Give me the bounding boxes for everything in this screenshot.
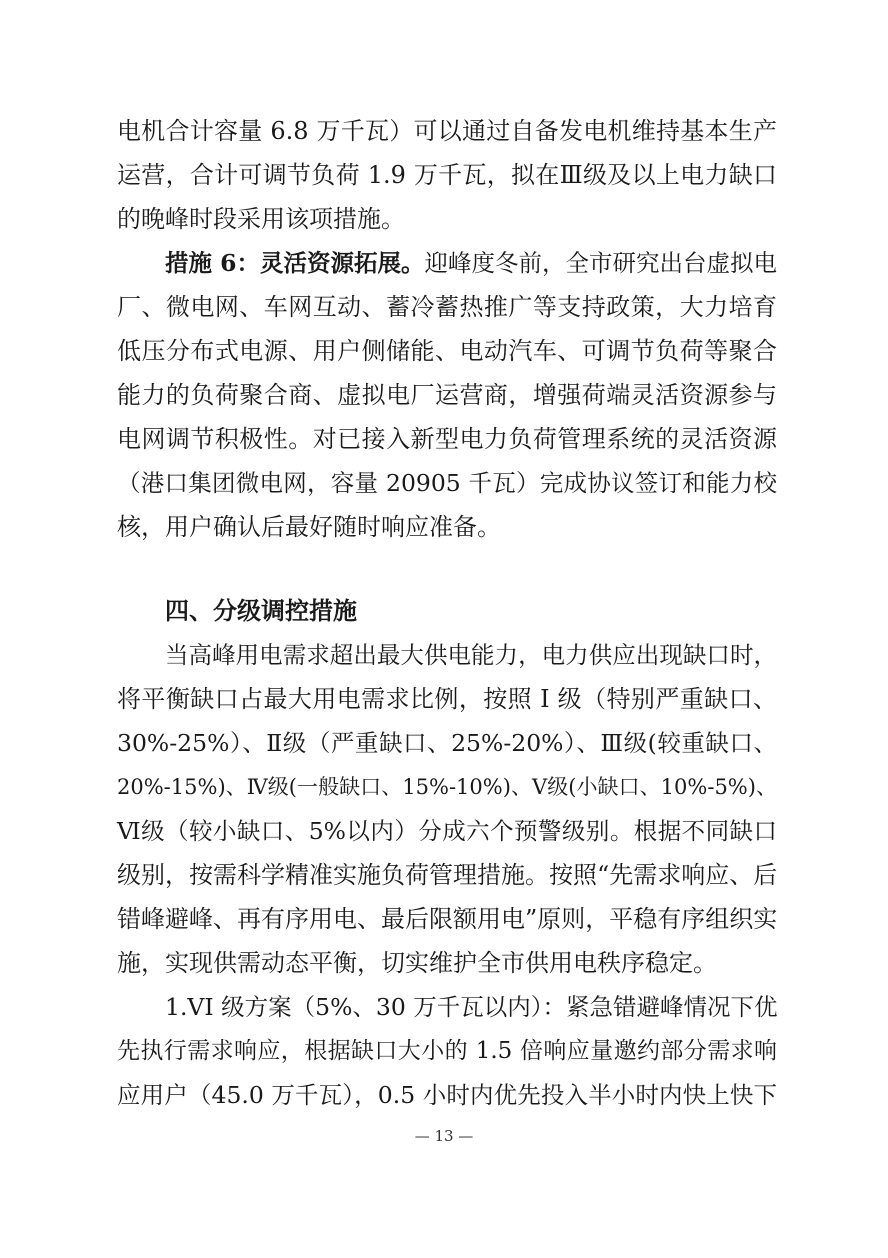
paragraph-line: 厂、微电网、车网互动、蓄冷蓄热推广等支持政策，大力培育 bbox=[117, 293, 777, 321]
paragraph-line: 1.VI 级方案（5%、30 万千瓦以内）：紧急错避峰情况下优 bbox=[165, 993, 778, 1021]
paragraph-line: 的晚峰时段采用该项措施。 bbox=[117, 205, 405, 233]
measure-6-title: 措施 6：灵活资源拓展。 bbox=[165, 249, 425, 277]
paragraph-line: 将平衡缺口占最大用电需求比例，按照 I 级（特别严重缺口、 bbox=[117, 685, 777, 713]
paragraph-line: 电机合计容量 6.8 万千瓦）可以通过自备发电机维持基本生产 bbox=[117, 117, 777, 145]
paragraph-line: 运营，合计可调节负荷 1.9 万千瓦，拟在Ⅲ级及以上电力缺口 bbox=[117, 161, 777, 189]
paragraph-line: 低压分布式电源、用户侧储能、电动汽车、可调节负荷等聚合 bbox=[117, 337, 777, 365]
paragraph-line: 先执行需求响应，根据缺口大小的 1.5 倍响应量邀约部分需求响 bbox=[117, 1038, 777, 1064]
page-number: — 13 — bbox=[414, 1127, 474, 1145]
paragraph-line: 30%-25%）、Ⅱ级（严重缺口、25%-20%）、Ⅲ级(较重缺口、 bbox=[117, 729, 777, 757]
paragraph-line: 20%-15%)、Ⅳ级(一般缺口、15%-10%)、Ⅴ级(小缺口、10%-5%)、 bbox=[117, 775, 777, 799]
paragraph-line: 施，实现供需动态平衡，切实维护全市供用电秩序稳定。 bbox=[117, 949, 717, 977]
paragraph-line: Ⅵ级（较小缺口、5%以内）分成六个预警级别。根据不同缺口 bbox=[117, 817, 777, 845]
paragraph-line: 能力的负荷聚合商、虚拟电厂运营商，增强荷端灵活资源参与 bbox=[117, 381, 777, 409]
paragraph-line: 电网调节积极性。对已接入新型电力负荷管理系统的灵活资源 bbox=[117, 425, 777, 453]
paragraph-line: 错峰避峰、再有序用电、最后限额用电”原则，平稳有序组织实 bbox=[117, 905, 778, 933]
paragraph-line: 当高峰用电需求超出最大供电能力，电力供应出现缺口时， bbox=[165, 641, 777, 669]
section-heading: 四、分级调控措施 bbox=[165, 597, 357, 625]
paragraph-line: 级别，按需科学精准实施负荷管理措施。按照“先需求响应、后 bbox=[117, 861, 778, 889]
measure-6-text: 迎峰度冬前，全市研究出台虚拟电 bbox=[424, 249, 778, 277]
measure-6-first-line bbox=[165, 248, 777, 278]
paragraph-line: 核，用户确认后最好随时响应准备。 bbox=[117, 513, 501, 541]
paragraph-line: 应用户（45.0 万千瓦），0.5 小时内优先投入半小时内快上快下 bbox=[117, 1081, 777, 1109]
paragraph-line: （港口集团微电网，容量 20905 千瓦）完成协议签订和能力校 bbox=[117, 469, 777, 497]
